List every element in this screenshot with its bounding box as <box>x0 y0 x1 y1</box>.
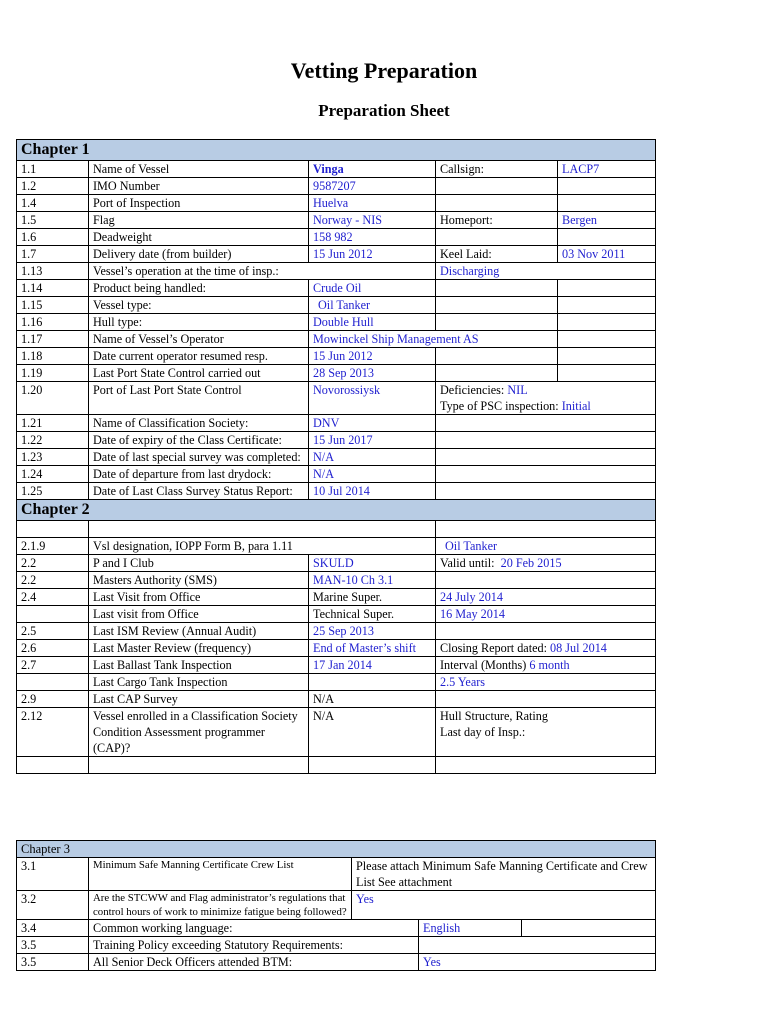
row-value-2: Bergen <box>558 212 656 229</box>
row-number: 1.21 <box>17 415 89 432</box>
empty-cell <box>436 572 656 589</box>
row-label: Name of Vessel’s Operator <box>89 331 309 348</box>
row-value-2: 24 July 2014 <box>436 589 656 606</box>
table-row <box>17 891 656 920</box>
empty-cell <box>436 229 558 246</box>
row-label-2: Keel Laid: <box>436 246 558 263</box>
empty-cell <box>436 415 656 432</box>
table-row <box>17 229 656 246</box>
empty-cell <box>436 348 558 365</box>
row-value: Yes <box>352 891 656 920</box>
row-value-2: 20 Feb 2015 <box>500 556 562 570</box>
table-row <box>17 521 656 538</box>
table-row <box>17 449 656 466</box>
empty-cell <box>436 178 558 195</box>
row-value: 15 Jun 2012 <box>309 246 436 263</box>
row-value: Norway - NIS <box>309 212 436 229</box>
row-number: 2.5 <box>17 623 89 640</box>
row-number: 2.9 <box>17 691 89 708</box>
row-label: Date of expiry of the Class Certificate: <box>89 432 309 449</box>
vessel-name-value: Vinga <box>309 161 436 178</box>
empty-cell <box>558 229 656 246</box>
empty-cell <box>436 449 656 466</box>
row-value: Crude Oil <box>309 280 436 297</box>
empty-cell <box>558 195 656 212</box>
row-number: 1.16 <box>17 314 89 331</box>
row-label: Last ISM Review (Annual Audit) <box>89 623 309 640</box>
row-value: N/A <box>309 691 436 708</box>
row-label: Masters Authority (SMS) <box>89 572 309 589</box>
row-value-2: 2.5 Years <box>436 674 656 691</box>
table-row <box>17 432 656 449</box>
table-row <box>17 606 656 623</box>
row-label: Are the STCWW and Flag administrator’s regulations that control hours of work to minimize fatigue being followed? <box>89 891 352 920</box>
row-label: Date of departure from last drydock: <box>89 466 309 483</box>
row-number <box>17 606 89 623</box>
table-row <box>17 415 656 432</box>
row-number: 1.23 <box>17 449 89 466</box>
empty-cell <box>436 432 656 449</box>
row-label: Name of Classification Society: <box>89 415 309 432</box>
empty-cell <box>436 483 656 500</box>
psc-type-value: Initial <box>561 399 591 413</box>
row-number: 3.1 <box>17 858 89 891</box>
row-number: 2.12 <box>17 708 89 757</box>
empty-cell <box>17 521 89 538</box>
row-label: Date of Last Class Survey Status Report: <box>89 483 309 500</box>
row-value: Oil Tanker <box>309 297 436 314</box>
row-label: Product being handled: <box>89 280 309 297</box>
table-row <box>17 691 656 708</box>
row-label: Port of Inspection <box>89 195 309 212</box>
row-value: Double Hull <box>309 314 436 331</box>
empty-cell <box>89 757 309 774</box>
deficiencies-label: Deficiencies: <box>440 383 505 397</box>
row-value: 15 Jun 2012 <box>309 348 436 365</box>
row-number: 1.5 <box>17 212 89 229</box>
table-row <box>17 263 656 280</box>
row-label: Last Visit from Office <box>89 589 309 606</box>
empty-cell <box>558 280 656 297</box>
row-number: 1.4 <box>17 195 89 212</box>
table-row <box>17 920 656 937</box>
row-number: 1.15 <box>17 297 89 314</box>
row-label: Last visit from Office <box>89 606 309 623</box>
row-value-2: 16 May 2014 <box>436 606 656 623</box>
table-row <box>17 623 656 640</box>
table-row <box>17 538 656 555</box>
row-value-2: 08 Jul 2014 <box>550 641 607 655</box>
chapter-1-heading: Chapter 1 <box>17 140 656 161</box>
row-value: N/A <box>309 708 436 757</box>
table-row <box>17 382 656 415</box>
table-row <box>17 483 656 500</box>
row-label: P and I Club <box>89 555 309 572</box>
row-number: 1.19 <box>17 365 89 382</box>
row-value: 17 Jan 2014 <box>309 657 436 674</box>
row-label: Name of Vessel <box>89 161 309 178</box>
row-value: 28 Sep 2013 <box>309 365 436 382</box>
empty-cell <box>436 466 656 483</box>
table-row <box>17 937 656 954</box>
row-label: Last Ballast Tank Inspection <box>89 657 309 674</box>
row-number: 3.5 <box>17 937 89 954</box>
row-value-2: 03 Nov 2011 <box>558 246 656 263</box>
row-label-2: Valid until: <box>440 556 495 570</box>
row-number: 2.6 <box>17 640 89 657</box>
row-value: N/A <box>309 449 436 466</box>
row-label: Flag <box>89 212 309 229</box>
row-value-2: 6 month <box>529 658 570 672</box>
row-value: Technical Super. <box>309 606 436 623</box>
empty-cell <box>436 691 656 708</box>
row-number: 3.2 <box>17 891 89 920</box>
row-number: 2.7 <box>17 657 89 674</box>
empty-cell <box>436 365 558 382</box>
row-value: 25 Sep 2013 <box>309 623 436 640</box>
row-value: English <box>419 920 522 937</box>
empty-cell <box>17 757 89 774</box>
page-subtitle: Preparation Sheet <box>318 101 450 120</box>
row-label: Hull type: <box>89 314 309 331</box>
table-row <box>17 195 656 212</box>
row-number: 1.20 <box>17 382 89 415</box>
empty-cell <box>419 937 656 954</box>
table-row <box>17 657 656 674</box>
row-label: Deadweight <box>89 229 309 246</box>
row-number: 2.2 <box>17 572 89 589</box>
table-row <box>17 954 656 971</box>
empty-cell <box>558 297 656 314</box>
row-label: Minimum Safe Manning Certificate Crew List <box>89 858 352 891</box>
table-row <box>17 708 656 757</box>
empty-cell <box>309 757 436 774</box>
deficiencies-value: NIL <box>507 383 528 397</box>
row-value: SKULD <box>309 555 436 572</box>
row-number: 1.2 <box>17 178 89 195</box>
row-number: 1.24 <box>17 466 89 483</box>
table-row <box>17 246 656 263</box>
row-number: 1.6 <box>17 229 89 246</box>
row-label: Vsl designation, IOPP Form B, para 1.11 <box>89 538 436 555</box>
row-value: End of Master’s shift <box>309 640 436 657</box>
row-value: Oil Tanker <box>436 538 656 555</box>
row-label: Common working language: <box>89 920 419 937</box>
row-number: 1.13 <box>17 263 89 280</box>
empty-cell <box>436 297 558 314</box>
table-row <box>17 212 656 229</box>
row-value: Novorossiysk <box>309 382 436 415</box>
row-value: 9587207 <box>309 178 436 195</box>
empty-cell <box>436 623 656 640</box>
empty-cell <box>436 280 558 297</box>
empty-cell <box>558 365 656 382</box>
empty-cell <box>436 521 656 538</box>
table-row <box>17 589 656 606</box>
empty-cell <box>436 757 656 774</box>
row-number: 2.2 <box>17 555 89 572</box>
closing-report-cell <box>436 640 656 657</box>
empty-cell <box>558 331 656 348</box>
table-row <box>17 314 656 331</box>
chapter-3-heading: Chapter 3 <box>17 841 656 858</box>
empty-cell <box>558 314 656 331</box>
row-label: Training Policy exceeding Statutory Requirements: <box>89 937 419 954</box>
row-number: 1.7 <box>17 246 89 263</box>
row-value: Marine Super. <box>309 589 436 606</box>
chapter-2-heading: Chapter 2 <box>17 500 656 521</box>
row-label: Port of Last Port State Control <box>89 382 309 415</box>
table-row <box>17 348 656 365</box>
row-label: Vessel’s operation at the time of insp.: <box>89 263 436 280</box>
row-value: 158 982 <box>309 229 436 246</box>
row-value: Yes <box>419 954 656 971</box>
row-number: 3.4 <box>17 920 89 937</box>
row-value: 10 Jul 2014 <box>309 483 436 500</box>
row-label: Last Master Review (frequency) <box>89 640 309 657</box>
row-number: 3.5 <box>17 954 89 971</box>
psc-details <box>436 382 656 415</box>
row-label: Last Port State Control carried out <box>89 365 309 382</box>
row-number: 1.25 <box>17 483 89 500</box>
empty-cell <box>436 314 558 331</box>
row-value: Huelva <box>309 195 436 212</box>
table-row <box>17 572 656 589</box>
callsign-value: LACP7 <box>558 161 656 178</box>
row-label: Date current operator resumed resp. <box>89 348 309 365</box>
table-row <box>17 466 656 483</box>
empty-cell <box>522 920 656 937</box>
table-row <box>17 297 656 314</box>
row-value: 15 Jun 2017 <box>309 432 436 449</box>
row-label: Delivery date (from builder) <box>89 246 309 263</box>
table-row <box>17 365 656 382</box>
row-label: All Senior Deck Officers attended BTM: <box>89 954 419 971</box>
row-label: Last CAP Survey <box>89 691 309 708</box>
row-label-2: Homeport: <box>436 212 558 229</box>
empty-cell <box>309 674 436 691</box>
row-label-3: Last day of Insp.: <box>440 725 526 739</box>
row-value: Please attach Minimum Safe Manning Certificate and Crew List See attachment <box>352 858 656 891</box>
row-number: 1.17 <box>17 331 89 348</box>
row-number: 1.14 <box>17 280 89 297</box>
psc-type-label: Type of PSC inspection: <box>440 399 559 413</box>
page-title: Vetting Preparation <box>290 58 478 83</box>
row-value: N/A <box>309 466 436 483</box>
empty-cell <box>436 195 558 212</box>
row-number: 2.4 <box>17 589 89 606</box>
table-row <box>17 161 656 178</box>
table-row <box>17 757 656 774</box>
table-row <box>17 674 656 691</box>
row-label: Date of last special survey was completed: <box>89 449 309 466</box>
table-row <box>17 555 656 572</box>
table-row <box>17 178 656 195</box>
table-row <box>17 640 656 657</box>
empty-cell <box>558 348 656 365</box>
row-value: DNV <box>309 415 436 432</box>
table-row <box>17 331 656 348</box>
hull-structure-cell <box>436 708 656 757</box>
empty-cell <box>558 178 656 195</box>
row-label-2: Hull Structure, Rating <box>440 709 548 723</box>
row-label: Last Cargo Tank Inspection <box>89 674 309 691</box>
row-number: 2.1.9 <box>17 538 89 555</box>
table-row <box>17 858 656 891</box>
row-value: Mowinckel Ship Management AS <box>309 331 558 348</box>
empty-cell <box>89 521 436 538</box>
row-label-2: Closing Report dated: <box>440 641 547 655</box>
row-label: Vessel type: <box>89 297 309 314</box>
row-label: IMO Number <box>89 178 309 195</box>
row-label: Vessel enrolled in a Classification Society Condition Assessment programmer (CAP)? <box>89 708 309 757</box>
vetting-table <box>16 139 656 774</box>
row-number: 1.18 <box>17 348 89 365</box>
interval-cell <box>436 657 656 674</box>
row-label-2: Interval (Months) <box>440 658 527 672</box>
row-label-2: Callsign: <box>436 161 558 178</box>
row-value: Discharging <box>436 263 656 280</box>
row-value: MAN-10 Ch 3.1 <box>309 572 436 589</box>
row-number <box>17 674 89 691</box>
row-number: 1.1 <box>17 161 89 178</box>
valid-until-cell <box>436 555 656 572</box>
row-number: 1.22 <box>17 432 89 449</box>
chapter-3-table <box>16 840 656 971</box>
table-row <box>17 280 656 297</box>
